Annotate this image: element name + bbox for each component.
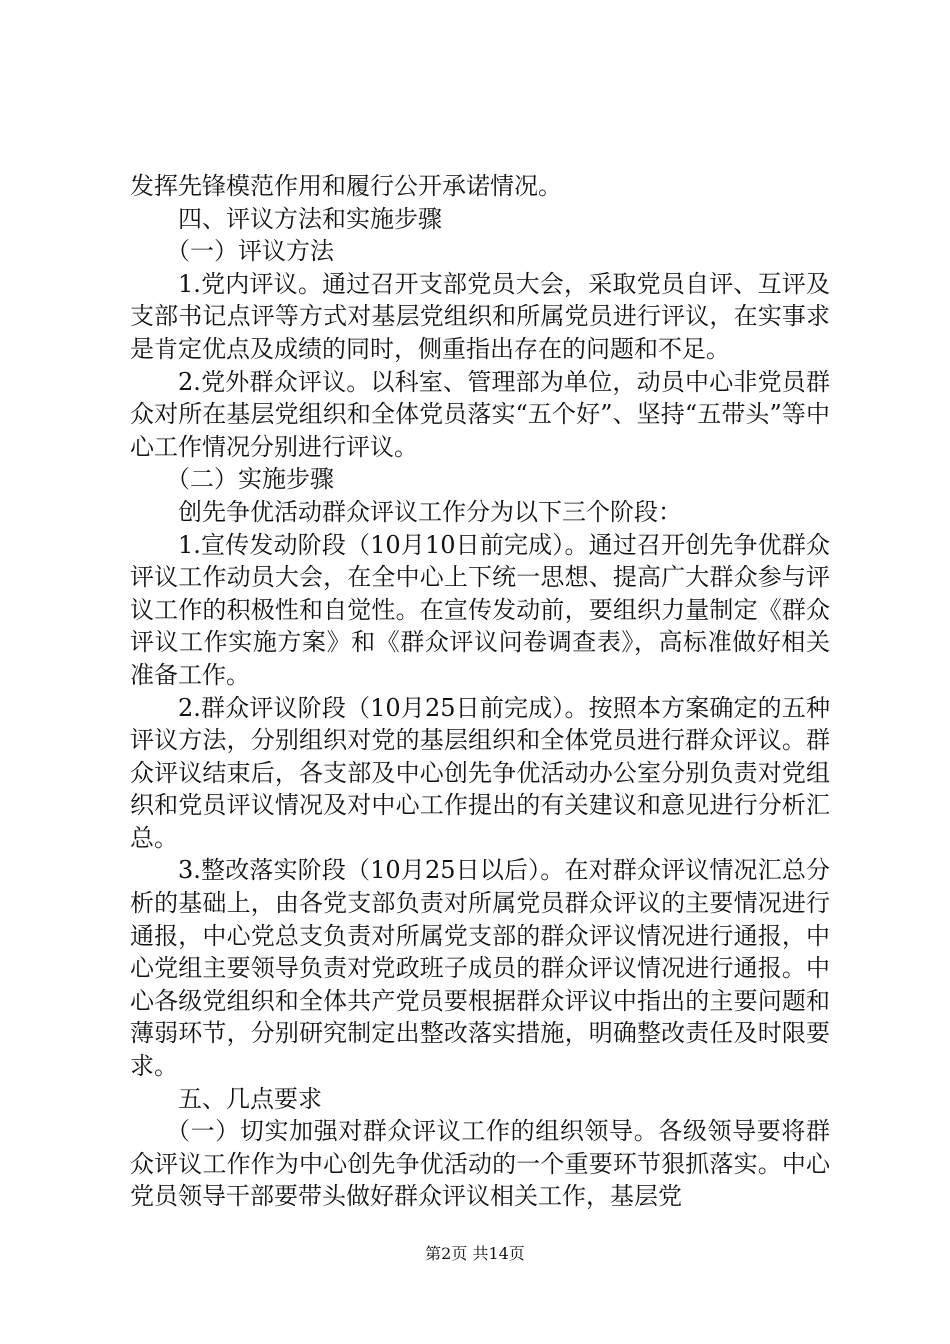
subsection-heading: （二）实施步骤 (166, 465, 334, 494)
paragraph: 2.群众评议阶段（10月25日前完成）。按照本方案确定的五种评议方法，分别组织对党的基层组织和全体党员进行群众评议。群众评议结束后，各支部及中心创先争优活动办公室分别负责对党组织和党员评议情况及对中心工作提出的有关建议和意见进行分析汇总。 (130, 693, 830, 852)
section-heading: 四、评议方法和实施步骤 (178, 204, 442, 233)
subsection-heading: （一）评议方法 (166, 237, 334, 266)
document-body (130, 170, 830, 1213)
paragraph: （一）切实加强对群众评议工作的组织领导。各级领导要将群众评议工作作为中心创先争优活动的一个重要环节狠抓落实。中心党员领导干部要带头做好群众评议相关工作，基层党 (130, 1117, 830, 1211)
paragraph: 3.整改落实阶段（10月25日以后）。在对群众评议情况汇总分析的基础上，由各党支部负责对所属党员群众评议的主要情况进行通报，中心党总支负责对所属党支部的群众评议情况进行通报，中心党组主要领导负责对党政班子成员的群众评议情况进行通报。中心各级党组织和全体共产党员要根据群众评议中指出的主要问题和薄弱环节，分别研究制定出整改落实措施，明确整改责任及时限要求。 (130, 856, 830, 1081)
paragraph: 1.宣传发动阶段（10月10日前完成）。通过召开创先争优群众评议工作动员大会，在全中心上下统一思想、提高广大群众参与评议工作的积极性和自觉性。在宣传发动前，要组织力量制定《群众评议工作实施方案》和《群众评议问卷调查表》，高标准做好相关准备工作。 (130, 530, 830, 689)
paragraph: 创先争优活动群众评议工作分为以下三个阶段： (178, 497, 682, 526)
paragraph: 2.党外群众评议。以科室、管理部为单位，动员中心非党员群众对所在基层党组织和全体党员落实“五个好”、坚持“五带头”等中心工作情况分别进行评议。 (130, 367, 830, 461)
section-heading: 五、几点要求 (178, 1084, 322, 1113)
paragraph: 1.党内评议。通过召开支部党员大会，采取党员自评、互评及支部书记点评等方式对基层党组织和所属党员进行评议，在实事求是肯定优点及成绩的同时，侧重指出存在的问题和不足。 (130, 269, 830, 363)
paragraph: 发挥先锋模范作用和履行公开承诺情况。 (130, 172, 562, 200)
page-number-footer: 第2页 共14页 (425, 1244, 525, 1263)
